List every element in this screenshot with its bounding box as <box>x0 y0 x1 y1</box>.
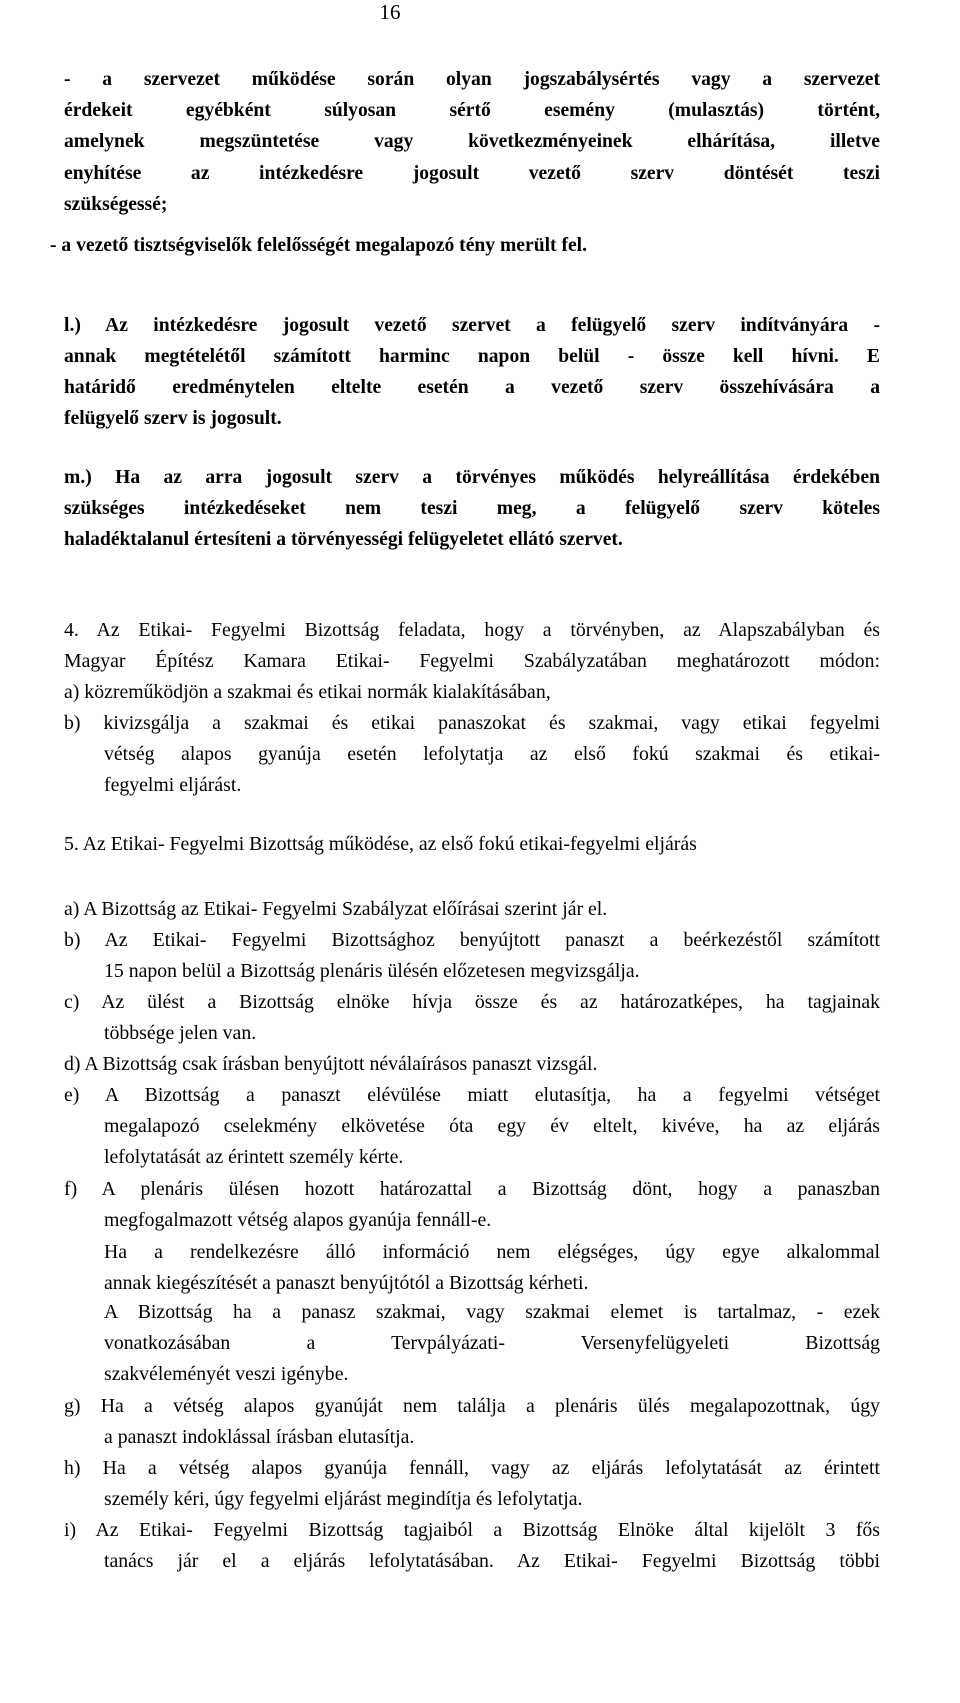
text-line: fegyelmi eljárást. <box>104 774 242 796</box>
text-line: határidő eredménytelen eltelte esetén a vezető szerv összehívására a <box>64 377 880 398</box>
text-line: megfogalmazott vétség alapos gyanúja fennáll-e. <box>104 1209 492 1232</box>
section-5-item-d <box>64 1049 880 1080</box>
text-line: f) A plenáris ülésen hozott határozattal a Bizottság dönt, hogy a panaszban <box>64 1178 880 1200</box>
text-line: annak megtételétől számított harminc napon belül - össze kell hívni. E <box>64 346 880 367</box>
text-line: a) A Bizottság az Etikai- Fegyelmi Szabályzat előírásai szerint jár el. <box>64 898 608 920</box>
text-line: szükségessé; <box>64 193 168 215</box>
text-line: l.) Az intézkedésre jogosult vezető szervet a felügyelő szerv indítványára - <box>64 315 880 336</box>
text-line: a panaszt indoklással írásban elutasítja. <box>104 1426 415 1449</box>
text-line: Magyar Építész Kamara Etikai- Fegyelmi Szabályzatában meghatározott módon: <box>64 650 880 672</box>
section-5-item-f-paragraph-2 <box>64 1237 880 1299</box>
section-5-item-e <box>64 1080 880 1174</box>
section-4-item-b <box>64 708 880 801</box>
section-5-item-h <box>64 1453 880 1515</box>
section-5-item-i <box>64 1515 880 1577</box>
item-l <box>64 310 880 434</box>
text-line: felügyelő szerv is jogosult. <box>64 408 282 429</box>
text-line: e) A Bizottság a panaszt elévülése miatt elutasítja, ha a fegyelmi vétséget <box>64 1084 880 1106</box>
text-line: h) Ha a vétség alapos gyanúja fennáll, vagy az eljárás lefolytatását az érintett <box>64 1457 880 1479</box>
section-5-item-a <box>64 894 880 925</box>
text-line: személy kéri, úgy fegyelmi eljárást megindítja és lefolytatja. <box>104 1488 583 1511</box>
text-line: érdekeit egyébként súlyosan sértő esemény (mulasztás) történt, <box>64 100 880 122</box>
section-5-item-c <box>64 987 880 1049</box>
text-line: vétség alapos gyanúja esetén lefolytatja az első fokú szakmai és etikai- <box>104 743 880 765</box>
section-5-title <box>64 829 880 860</box>
text-line: A Bizottság ha a panasz szakmai, vagy szakmai elemet is tartalmaz, - ezek <box>104 1301 880 1323</box>
text-line: szakvéleményét veszi igénybe. <box>104 1363 349 1386</box>
text-line: megalapozó cselekmény elkövetése óta egy év eltelt, kivéve, ha az eljárás <box>104 1115 880 1138</box>
section-5-item-f-paragraph-3 <box>64 1297 880 1391</box>
text-line: i) Az Etikai- Fegyelmi Bizottság tagjaiból a Bizottság Elnöke által kijelölt 3 fős <box>64 1519 880 1541</box>
text-line: - a vezető tisztségviselők felelősségét megalapozó tény merült fel. <box>50 235 588 256</box>
text-line: 4. Az Etikai- Fegyelmi Bizottság feladata, hogy a törvényben, az Alapszabályban és <box>64 619 880 641</box>
text-line: a) közreműködjön a szakmai és etikai normák kialakításában, <box>64 681 551 703</box>
text-line: 15 napon belül a Bizottság plenáris ülésén előzetesen megvizsgálja. <box>104 960 640 983</box>
text-line: szükséges intézkedéseket nem teszi meg, a felügyelő szerv köteles <box>64 498 880 519</box>
text-line: d) A Bizottság csak írásban benyújtott néválaírásos panaszt vizsgál. <box>64 1053 598 1075</box>
page-number: 16 <box>379 0 401 24</box>
text-line: annak kiegészítését a panaszt benyújtótól a Bizottság kérheti. <box>104 1272 589 1295</box>
section-5-item-f <box>64 1174 880 1236</box>
text-line: - a szervezet működése során olyan jogszabálysértés vagy a szervezet <box>64 69 880 90</box>
text-line: vonatkozásában a Tervpályázati- Versenyfelügyeleti Bizottság <box>104 1332 880 1355</box>
text-line: b) Az Etikai- Fegyelmi Bizottsághoz benyújtott panaszt a beérkezéstől számított <box>64 929 880 951</box>
text-line: b) kivizsgálja a szakmai és etikai panaszokat és szakmai, vagy etikai fegyelmi <box>64 712 880 734</box>
text-line: g) Ha a vétség alapos gyanúját nem találja a plenáris ülés megalapozottnak, úgy <box>64 1395 880 1417</box>
section-5-item-b <box>64 925 880 987</box>
text-line: többsége jelen van. <box>104 1022 257 1045</box>
section-4-item-a <box>64 677 880 708</box>
text-line: 5. Az Etikai- Fegyelmi Bizottság működése, az első fokú etikai-fegyelmi eljárás <box>64 833 697 855</box>
section-5-item-g <box>64 1391 880 1453</box>
text-line: m.) Ha az arra jogosult szerv a törvényes működés helyreállítása érdekében <box>64 467 880 488</box>
text-line: haladéktalanul értesíteni a törvényességi felügyeletet ellátó szervet. <box>64 529 623 550</box>
text-line: enyhítése az intézkedésre jogosult vezető szerv döntését teszi <box>64 162 880 184</box>
text-line: Ha a rendelkezésre álló információ nem elégséges, úgy egye alkalommal <box>104 1241 880 1263</box>
text-line: lefolytatását az érintett személy kérte. <box>104 1146 404 1169</box>
item-m <box>64 462 880 555</box>
text-line: tanács jár el a eljárás lefolytatásában. Az Etikai- Fegyelmi Bizottság többi <box>104 1550 880 1573</box>
dash-item-2 <box>50 230 880 261</box>
section-4-intro <box>64 615 880 677</box>
text-line: c) Az ülést a Bizottság elnöke hívja össze és az határozatképes, ha tagjainak <box>64 991 880 1013</box>
text-line: amelynek megszüntetése vagy következményeinek elhárítása, illetve <box>64 131 880 153</box>
dash-item-1 <box>64 64 880 220</box>
